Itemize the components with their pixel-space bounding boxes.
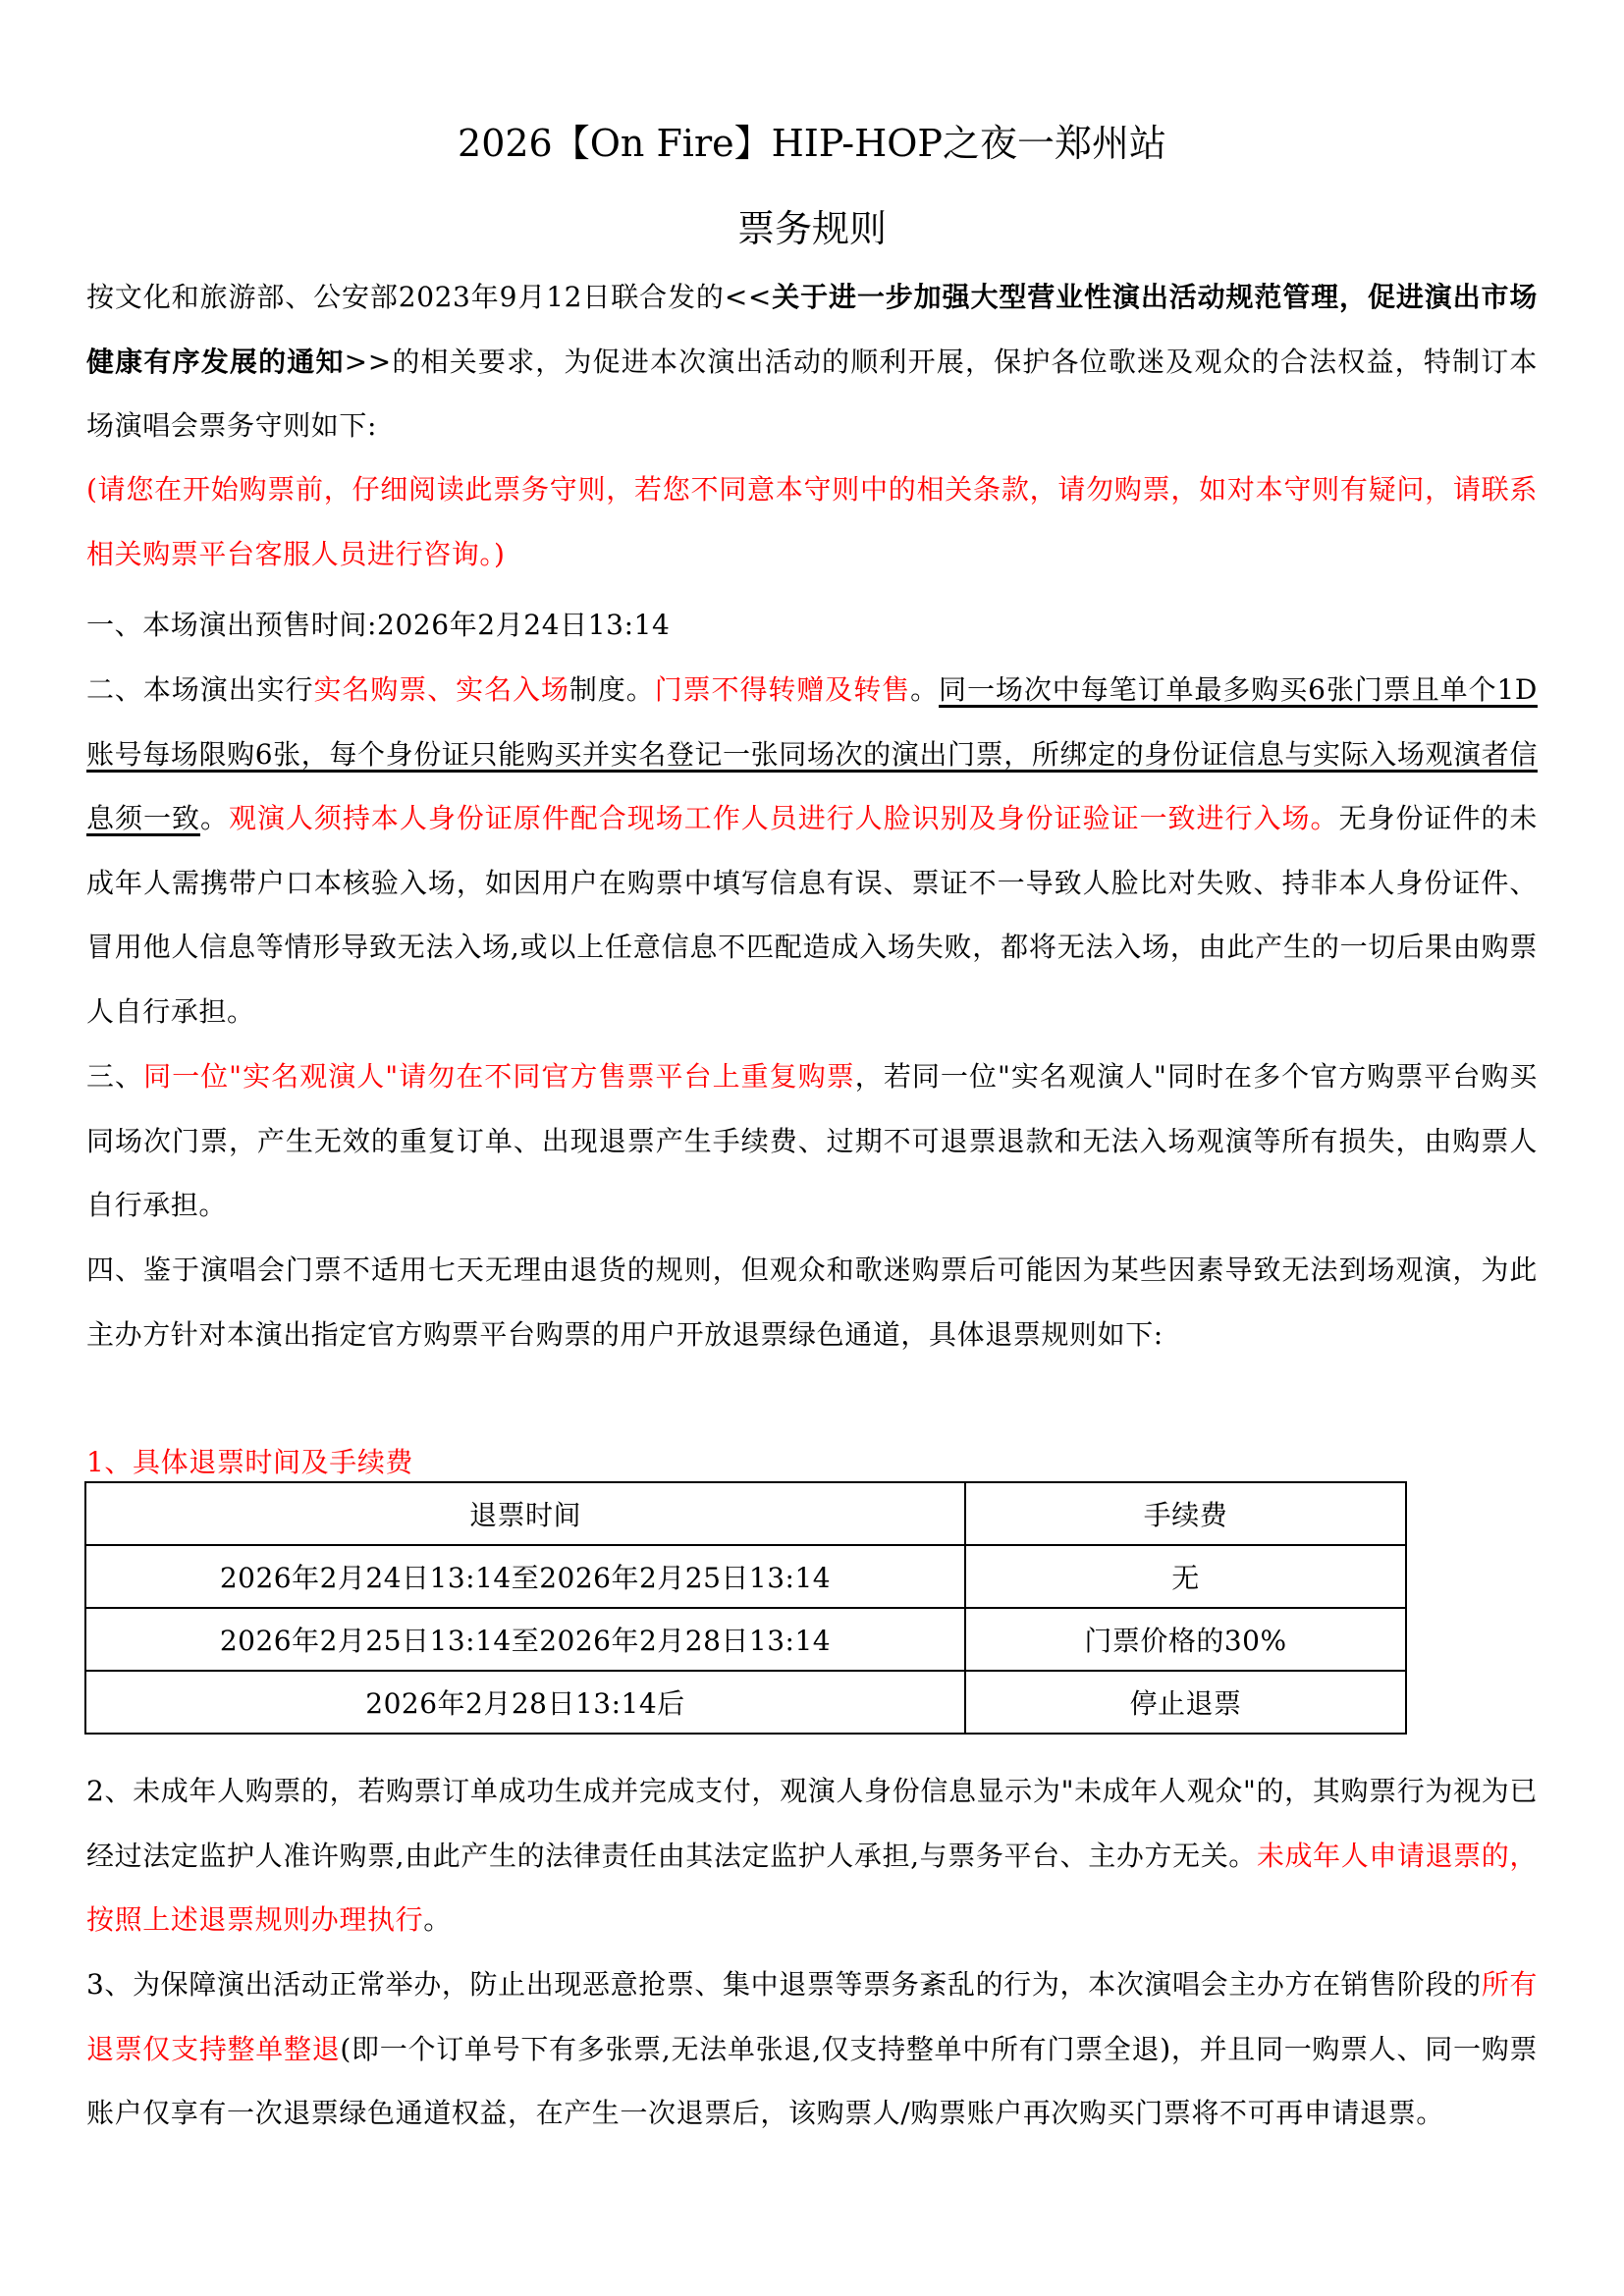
section-2-mid-1: 制度。 (568, 673, 655, 706)
refund-fee-table (84, 1481, 1407, 1735)
minor-rule-text: 2、未成年人购票的，若购票订单成功生成并完成支付，观演人身份信息显示为"未成年人观众"的，其购票行为视为已经过法定监护人准许购票,由此产生的法律责任由其法定监护人承担,与票务平台、主办方无关。 (86, 1775, 1538, 1872)
table-cell: 无 (965, 1545, 1406, 1608)
section-2-mid-3: 。 (199, 802, 229, 834)
section-4-refund-policy: 四、鉴于演唱会门票不适用七天无理由退货的规则，但观众和歌迷购票后可能因为某些因素导致无法到场观演，为此主办方针对本演出指定官方购票平台购票的用户开放退票绿色通道，具体退票规则如下: (86, 1254, 1538, 1351)
table-cell: 2026年2月24日13:14至2026年2月25日13:14 (85, 1545, 965, 1608)
whole-order-red: 所有退票仅支持整单整退 (86, 1968, 1539, 2065)
table-header-cell: 手续费 (965, 1482, 1406, 1545)
section-1-presale-time: 一、本场演出预售时间:2026年2月24日13:14 (86, 609, 671, 641)
section-2-real-name (86, 658, 1538, 1043)
intro-text-1: 按文化和旅游部、公安部2023年9月12日联合发的<< (86, 281, 772, 313)
minor-purchase-rule (86, 1759, 1538, 1952)
table-cell: 2026年2月28日13:14后 (85, 1671, 965, 1734)
section-3-red: 同一位"实名观演人"请勿在不同官方售票平台上重复购票 (143, 1060, 855, 1093)
section-2-red-3: 观演人须持本人身份证原件配合现场工作人员进行人脸识别及身份证验证一致进行入场。 (228, 802, 1339, 834)
table-row (85, 1545, 1406, 1608)
whole-order-suffix: (即一个订单号下有多张票,无法单张退,仅支持整单中所有门票全退)，并且同一购票人、同一购票账户仅享有一次退票绿色通道权益，在产生一次退票后，该购票人/购票账户再次购买门票将不可再申请退票。 (86, 2032, 1539, 2129)
section-2-red-1: 实名购票、实名入场 (313, 673, 569, 706)
table-row (85, 1671, 1406, 1734)
table-header-row (85, 1482, 1406, 1545)
notice-reference-title: 关于进一步加强大型营业性演出活动规范管理，促进演出市场健康有序发展的通知 (86, 281, 1538, 378)
document-subtitle: 票务规则 (736, 207, 887, 250)
minor-rule-end: 。 (423, 1903, 452, 1936)
table-cell: 2026年2月25日13:14至2026年2月28日13:14 (85, 1608, 965, 1671)
intro-text-2: >>的相关要求，为促进本次演出活动的顺利开展，保护各位歌迷及观众的合法权益，特制订本场演唱会票务守则如下: (86, 345, 1538, 442)
section-2-suffix: 无身份证件的未成年人需携带户口本核验入场，如因用户在购票中填写信息有误、票证不一导致人脸比对失败、持非本人身份证件、冒用他人信息等情形导致无法入场,或以上任意信息不匹配造成入场失败，都将无法入场，由此产生的一切后果由购票人自行承担。 (86, 802, 1539, 1028)
reading-notice: (请您在开始购票前，仔细阅读此票务守则，若您不同意本守则中的相关条款，请勿购票，如对本守则有疑问，请联系相关购票平台客服人员进行咨询。) (86, 473, 1538, 570)
whole-order-prefix: 3、为保障演出活动正常举办，防止出现恶意抢票、集中退票等票务紊乱的行为，本次演唱会主办方在销售阶段的 (86, 1968, 1482, 2001)
section-2-mid-2: 。 (910, 673, 940, 706)
section-3-suffix: ，若同一位"实名观演人"同时在多个官方购票平台购买同场次门票，产生无效的重复订单、出现退票产生手续费、过期不可退票退款和无法入场观演等所有损失，由购票人自行承担。 (86, 1060, 1538, 1221)
table-cell: 门票价格的30% (965, 1608, 1406, 1671)
intro-paragraph (86, 265, 1538, 458)
table-header-cell: 退票时间 (85, 1482, 965, 1545)
section-2-prefix: 二、本场演出实行 (86, 673, 314, 706)
table-cell: 停止退票 (965, 1671, 1406, 1734)
document-title: 2026【On Fire】HIP-HOP之夜一郑州站 (458, 122, 1166, 165)
whole-order-refund-rule (86, 1952, 1538, 2146)
section-2-underlined: 同一场次中每笔订单最多购买6张门票且单个1D账号每场限购6张，每个身份证只能购买并实名登记一张同场次的演出门票，所绑定的身份证信息与实际入场观演者信息须一致 (86, 673, 1538, 834)
table-row (85, 1608, 1406, 1671)
section-3-duplicate-purchase (86, 1044, 1538, 1238)
section-3-prefix: 三、 (86, 1060, 144, 1093)
refund-time-heading: 1、具体退票时间及手续费 (86, 1446, 414, 1478)
section-2-red-2: 门票不得转赠及转售 (654, 673, 911, 706)
minor-rule-red: 未成年人申请退票的，按照上述退票规则办理执行 (86, 1839, 1538, 1936)
